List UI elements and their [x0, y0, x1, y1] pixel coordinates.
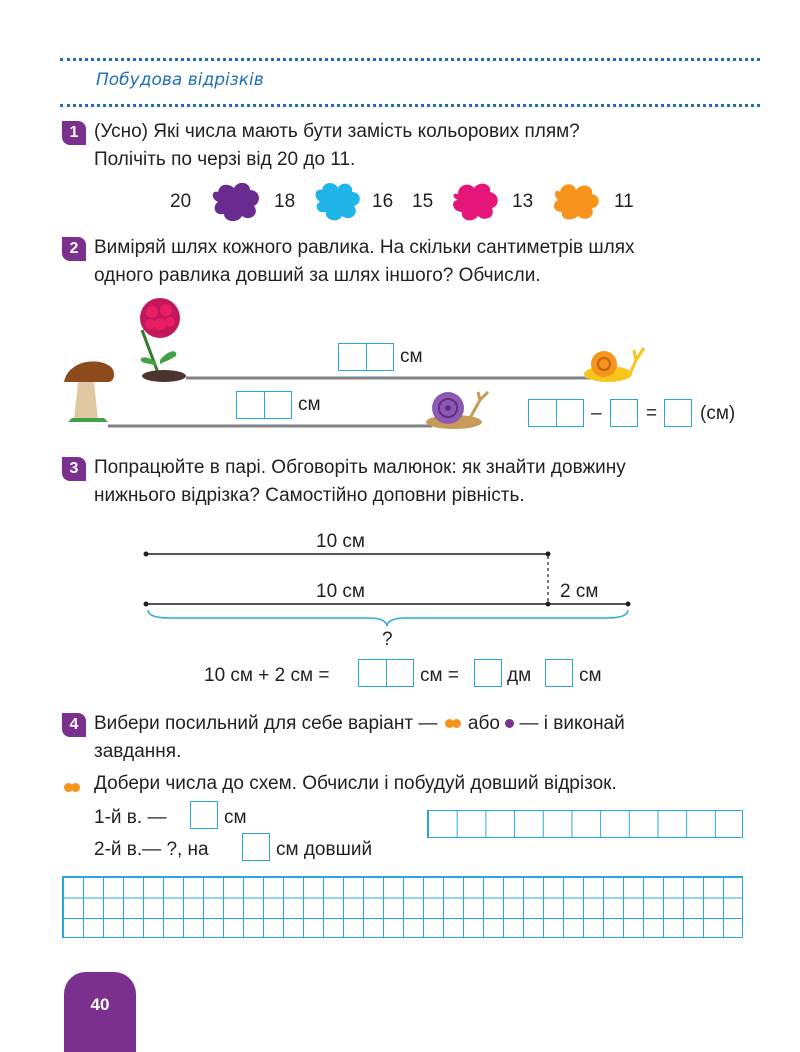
- blue-blot-icon: [312, 180, 364, 222]
- task-1-number: 1: [62, 121, 86, 145]
- pink-blot-icon: [450, 180, 502, 222]
- purple-dot-icon: [505, 719, 514, 728]
- variant-2-unit: см довший: [276, 839, 373, 860]
- task-4-text: — і виконай: [519, 713, 625, 734]
- subtrahend-box[interactable]: [610, 399, 638, 427]
- task-4-line-2: завдання.: [94, 741, 182, 762]
- task-2-line-2: одного равлика довший за шлях іншого? Обчисли.: [94, 265, 541, 286]
- two-orange-dots-icon: [445, 713, 466, 734]
- upper-path-answer-box[interactable]: [338, 343, 394, 371]
- equation-unit: дм: [507, 665, 532, 686]
- variant-2-label: 2-й в.— ?, на: [94, 839, 209, 860]
- sequence-number: 13: [512, 191, 534, 212]
- variant-1-unit: см: [224, 807, 247, 828]
- purple-snail-icon: [426, 392, 488, 429]
- minus-sign: –: [591, 403, 602, 424]
- bottom-dotted-rule: [60, 104, 760, 107]
- difference-box[interactable]: [664, 399, 692, 427]
- equals-sign: =: [646, 403, 658, 424]
- variant-1-label: 1-й в. —: [94, 807, 167, 828]
- task-4-number: 4: [62, 713, 86, 737]
- unit-label: см: [298, 394, 321, 415]
- drawing-grid[interactable]: [62, 876, 743, 938]
- task-1-line-1: (Усно) Які числа мають бути замість кольорових плям?: [94, 121, 580, 142]
- equation-start: 10 см + 2 см =: [204, 665, 330, 686]
- minuend-box[interactable]: [528, 399, 584, 427]
- sequence-number: 18: [274, 191, 296, 212]
- equation-dm-box[interactable]: [474, 659, 502, 687]
- mushroom-icon: [64, 361, 114, 422]
- sequence-number: 16: [372, 191, 394, 212]
- page-number: 40: [64, 972, 136, 1052]
- bottom-segment-label: 10 см: [316, 581, 365, 602]
- sequence-number: 11: [614, 191, 634, 212]
- equation-unit: см: [579, 665, 602, 686]
- extension-segment-label: 2 см: [560, 581, 599, 602]
- sequence-number: 20: [170, 191, 192, 212]
- orange-blot-icon: [550, 180, 602, 222]
- task-4-text: або: [467, 713, 500, 734]
- purple-blot-icon: [210, 180, 262, 222]
- section-title: Побудова відрізків: [96, 70, 264, 90]
- task-2-line-1: Виміряй шлях кожного равлика. На скільки сантиметрів шлях: [94, 237, 635, 258]
- task-4-line-1: [94, 710, 625, 737]
- task-4-text: Вибери посильний для себе варіант —: [94, 713, 438, 734]
- sequence-number: 15: [412, 191, 434, 212]
- lower-path-answer-box[interactable]: [236, 391, 292, 419]
- task-3-number: 3: [62, 457, 86, 481]
- equation-unit: см =: [420, 665, 459, 686]
- question-mark: ?: [382, 629, 393, 650]
- flower-icon: [140, 298, 186, 382]
- variant-2-box[interactable]: [242, 833, 270, 861]
- unit-label: см: [400, 346, 423, 367]
- task-2-number: 2: [62, 237, 86, 261]
- task-3-line-1: Попрацюйте в парі. Обговоріть малюнок: як знайти довжину: [94, 457, 626, 478]
- result-unit: (см): [700, 403, 736, 424]
- top-segment-label: 10 см: [316, 531, 365, 552]
- task-1-line-2: Полічіть по черзі від 20 до 11.: [94, 149, 356, 170]
- two-orange-dots-icon: [64, 778, 80, 798]
- top-dotted-rule: [60, 58, 760, 61]
- answer-cell-strip[interactable]: [427, 810, 743, 838]
- orange-snail-icon: [584, 348, 644, 382]
- task-3-line-2: нижнього відрізка? Самостійно доповни рівність.: [94, 485, 525, 506]
- task-4-instruction: Добери числа до схем. Обчисли і побудуй довший відрізок.: [94, 773, 617, 794]
- variant-1-box[interactable]: [190, 801, 218, 829]
- equation-cm2-box[interactable]: [545, 659, 573, 687]
- equation-cm-box[interactable]: [358, 659, 414, 687]
